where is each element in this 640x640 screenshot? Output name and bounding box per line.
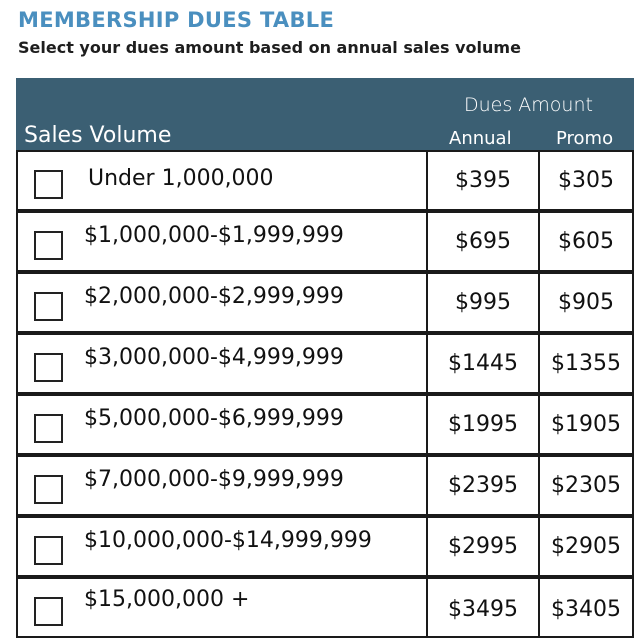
promo-dues-value: $3405 [551,597,621,622]
sales-volume-text: $1,000,000-$1,999,999 [84,223,344,248]
sales-volume-text: $10,000,000-$14,999,999 [84,528,372,553]
sales-volume-text: $5,000,000-$6,999,999 [84,406,344,431]
promo-dues-value: $1355 [551,351,621,376]
annual-dues-cell [426,272,540,333]
promo-dues-cell [538,455,634,516]
row-checkbox[interactable] [34,414,63,443]
annual-dues-value: $995 [455,290,511,315]
page-title: MEMBERSHIP DUES TABLE [18,8,335,32]
annual-dues-value: $395 [455,168,511,193]
annual-dues-cell [426,150,540,211]
sales-volume-text: $15,000,000 + [84,587,250,612]
dues-amount-header: Dues Amount [464,94,593,116]
sales-volume-text: $3,000,000-$4,999,999 [84,345,344,370]
row-checkbox[interactable] [34,536,63,565]
row-checkbox[interactable] [34,231,63,260]
sales-volume-text: $2,000,000-$2,999,999 [84,284,344,309]
sales-volume-cell [16,455,428,516]
annual-dues-value: $1995 [448,412,518,437]
promo-dues-cell [538,394,634,455]
annual-header: Annual [449,128,512,149]
promo-dues-cell [538,211,634,272]
promo-dues-cell [538,272,634,333]
promo-dues-value: $2305 [551,473,621,498]
sales-volume-cell [16,333,428,394]
table-row [16,516,634,577]
promo-dues-cell [538,516,634,577]
annual-dues-cell [426,333,540,394]
promo-dues-value: $905 [558,290,614,315]
annual-dues-value: $3495 [448,597,518,622]
table-header [16,78,634,154]
sales-volume-cell [16,577,428,638]
table-row [16,150,634,211]
annual-dues-cell [426,577,540,638]
table-row [16,272,634,333]
promo-dues-value: $305 [558,168,614,193]
promo-dues-cell [538,577,634,638]
promo-dues-cell [538,150,634,211]
annual-dues-cell [426,455,540,516]
sales-volume-text: Under 1,000,000 [88,166,274,191]
sales-volume-text: $7,000,000-$9,999,999 [84,467,344,492]
dues-table [16,150,634,640]
sales-volume-cell [16,394,428,455]
row-checkbox[interactable] [34,475,63,504]
row-checkbox[interactable] [34,353,63,382]
sales-volume-header: Sales Volume [24,123,172,148]
table-row [16,455,634,516]
annual-dues-value: $2995 [448,534,518,559]
annual-dues-value: $1445 [448,351,518,376]
table-row [16,333,634,394]
annual-dues-value: $695 [455,229,511,254]
promo-dues-cell [538,333,634,394]
row-checkbox[interactable] [34,170,63,199]
promo-dues-value: $605 [558,229,614,254]
row-checkbox[interactable] [34,597,63,626]
table-row [16,394,634,455]
annual-dues-cell [426,211,540,272]
promo-dues-value: $2905 [551,534,621,559]
annual-dues-value: $2395 [448,473,518,498]
row-checkbox[interactable] [34,292,63,321]
sales-volume-cell [16,211,428,272]
sales-volume-cell [16,150,428,211]
sales-volume-cell [16,272,428,333]
promo-dues-value: $1905 [551,412,621,437]
page-subtitle: Select your dues amount based on annual sales volume [18,38,521,57]
table-row [16,577,634,638]
annual-dues-cell [426,516,540,577]
annual-dues-cell [426,394,540,455]
sales-volume-cell [16,516,428,577]
promo-header: Promo [556,128,614,149]
table-row [16,211,634,272]
